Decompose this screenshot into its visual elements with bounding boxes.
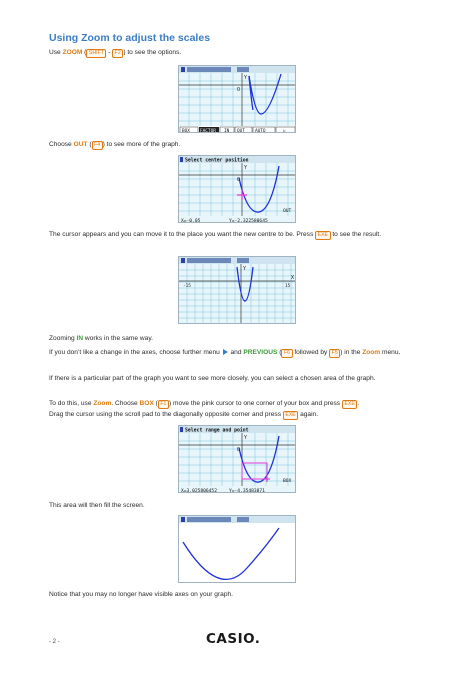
x-tick-left: -15 [183,284,191,289]
screen-header: Select range and point [185,428,249,434]
text: ( [82,49,87,56]
calculator-screen-zoomed-in [178,515,296,583]
menu-label-out: OUT [237,129,245,134]
previous-keyword: PREVIOUS [243,349,278,356]
y-axis-label: Y [244,75,248,81]
parabola-curve [249,74,281,114]
x-tick-right: 15 [285,284,291,289]
page-number: - 2 - [49,639,60,645]
exe-key-icon: EXE [283,411,298,420]
graph-zoomed-out [179,257,296,324]
graph-select-range [179,426,296,493]
zoom-keyword: ZOOM [62,49,83,56]
origin-label: O [237,447,241,453]
graph-zoomed-in [179,516,296,583]
paragraph-zoom-in [49,333,433,344]
text: To do this, use [49,400,94,407]
x-axis-label: X [291,275,295,281]
calculator-screen-select-center [178,155,296,223]
graph-select-center [179,156,296,223]
page-title: Using Zoom to adjust the scales [49,32,211,44]
f5-key-icon: F5 [329,349,340,358]
text: Use [49,49,63,56]
graph-zoom-menu [179,66,296,133]
text: again. [298,411,319,418]
parabola-curve [183,528,279,579]
out-keyword: OUT [73,141,88,148]
text: ) to see more of the graph. [102,141,181,148]
text: ( [87,141,92,148]
text: Drag the cursor using the scroll pad to the diagonally opposite corner and press [49,411,283,418]
text: works in the same way. [83,335,153,342]
menu-label-next: ▷ [283,129,286,134]
box-keyword: BOX [139,400,154,407]
parabola-curve [239,166,279,212]
y-readout: Y=-4.35483871 [229,489,265,494]
text: ) move the pink cursor to one corner of your box and press [168,400,342,407]
zoom-keyword: Zoom [362,349,381,356]
origin-label: O [237,87,241,93]
mode-label: OUT [283,209,292,214]
text: - [106,49,113,56]
menu-label-box: BOX [182,129,190,134]
paragraph-particular-part: If there is a particular part of the graph you want to see more closely, you can select a chosen area of the graph. [49,375,376,382]
menu-label-factor: FACTOR [200,129,216,134]
exe-key-icon: EXE [315,231,330,240]
paragraph-zoom-options [49,47,433,58]
paragraph-choose-out [49,139,433,150]
casio-logo: CASIO. [206,631,261,647]
text: ( [277,349,282,356]
exe-key-icon: EXE [342,400,357,409]
text: . [357,400,360,407]
shift-key-icon: SHIFT [86,49,106,58]
y-axis-label: Y [244,165,248,171]
text: If you don’t like a change in the axes, choose further menu [49,349,222,356]
mode-label: BOX [283,479,292,484]
text: menu. [380,349,401,356]
text: to see the result. [330,231,382,238]
y-readout: Y=-2.322580645 [229,219,268,224]
x-readout: X=3.025806452 [181,489,217,494]
f2-key-icon: F2 [112,49,123,58]
calculator-screen-zoom-menu [178,65,296,133]
parabola-curve [239,436,279,482]
text: and [228,349,244,356]
menu-label-in: IN [224,129,230,134]
menu-label-auto: AUTO [255,129,266,134]
x-readout: X=-0.05 [181,219,201,224]
parabola-curve [237,267,253,301]
paragraph-fill-screen: This area will then fill the screen. [49,502,145,509]
paragraph-previous [49,347,433,358]
text: ) to see the options. [123,49,182,56]
text: ( [153,400,158,407]
f6-key-icon: F6 [281,349,292,358]
paragraph-box-instructions [49,398,433,420]
text: Choose [49,141,74,148]
f4-key-icon: F4 [92,141,103,150]
y-axis-label: Y [244,435,248,441]
paragraph-cursor-appears [49,229,433,240]
text: ) in the [340,349,363,356]
paragraph-no-axes: Notice that you may no longer have visible axes on your graph. [49,591,233,598]
text: followed by [292,349,330,356]
calculator-screen-zoomed-out [178,256,296,324]
y-axis-label: Y [243,266,247,272]
text: The cursor appears and you can move it to the place you want the new centre to be. Press [49,231,316,238]
text: Zooming [49,335,77,342]
f1-key-icon: F1 [158,400,169,409]
further-menu-icon [223,349,228,355]
text: . Choose [111,400,140,407]
origin-label: O [237,177,241,183]
screen-header: Select center position [185,158,249,164]
in-keyword: IN [76,335,84,342]
calculator-screen-select-range [178,425,296,493]
zoom-keyword: Zoom [93,400,112,407]
function-menu [180,127,295,133]
